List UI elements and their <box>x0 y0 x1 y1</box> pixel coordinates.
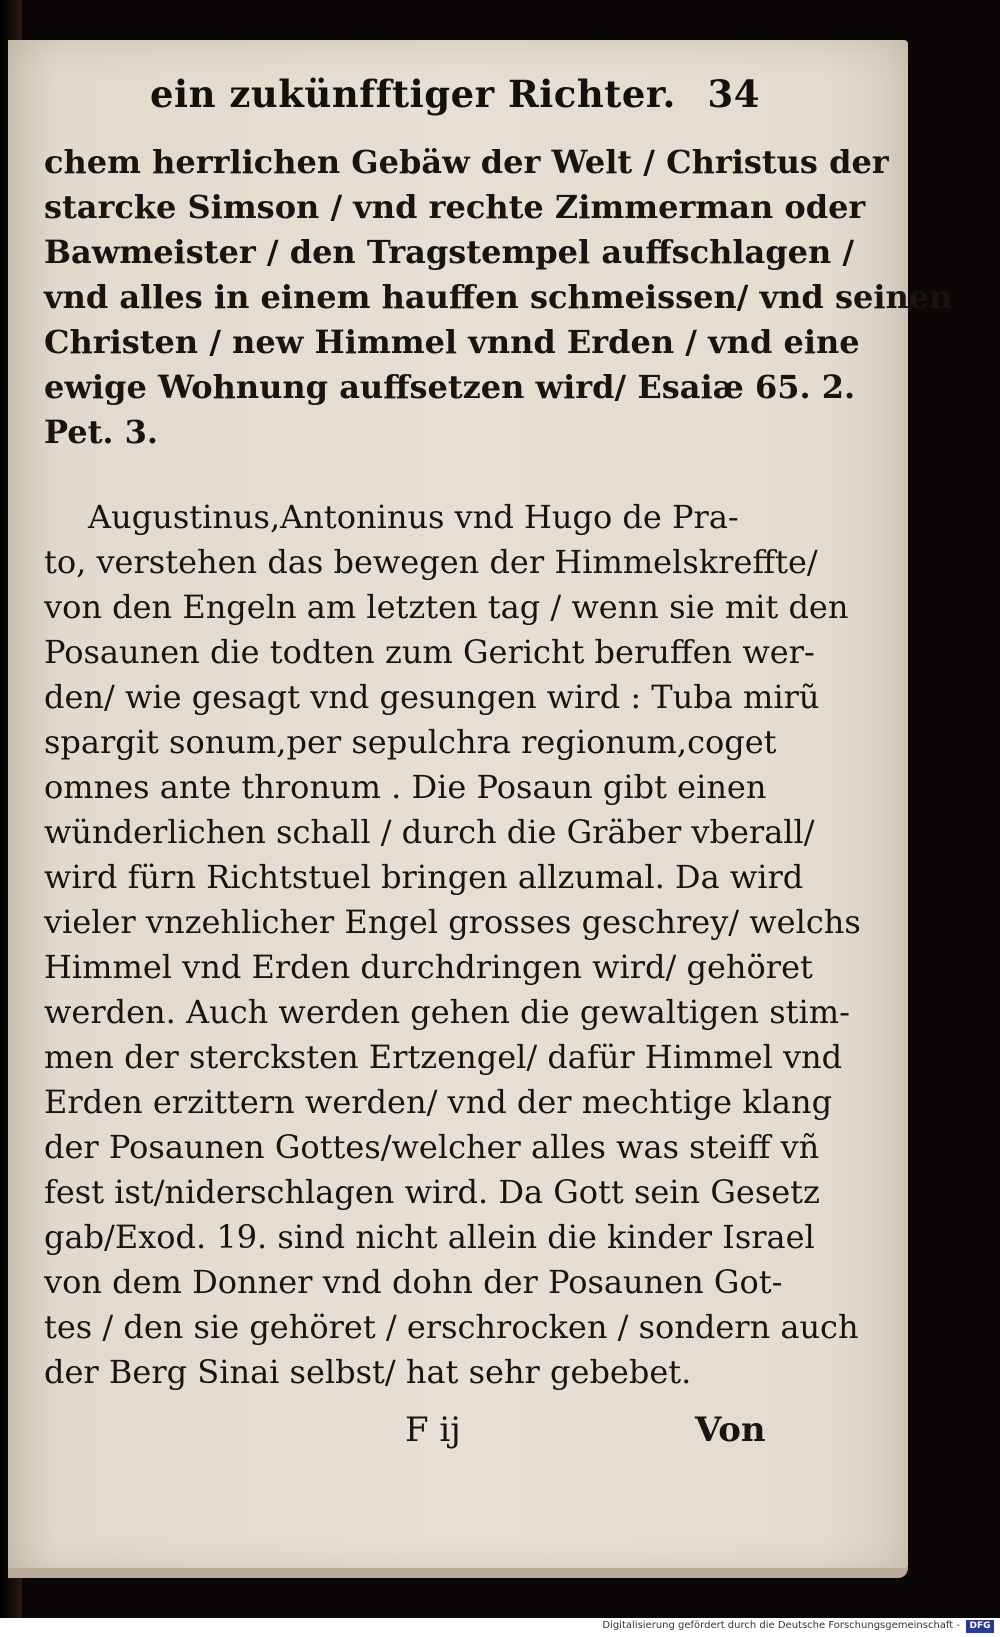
text-line: wünderlichen schall / durch die Gräber vberall/ <box>44 813 815 851</box>
text-line: to, verstehen das bewegen der Himmelskreffte/ <box>44 543 818 581</box>
text-line: tes / den sie gehöret / erschrocken / sondern auch <box>44 1308 859 1346</box>
text-line: vnd alles in einem hauffen schmeissen/ vnd seinen <box>44 278 953 316</box>
text-line: Erden erzittern werden/ vnd der mechtige klang <box>44 1083 833 1121</box>
running-head <box>150 72 760 132</box>
catchword: Von <box>695 1410 766 1450</box>
text-line: Posaunen die todten zum Gericht beruffen wer- <box>44 633 815 671</box>
text-line: wird fürn Richtstuel bringen allzumal. Da wird <box>44 858 804 896</box>
credit-text: Digitalisierung gefördert durch die Deutsche Forschungsgemeinschaft - <box>602 1620 960 1631</box>
text-line: Himmel vnd Erden durchdringen wird/ gehöret <box>44 948 813 986</box>
text-line: der Posaunen Gottes/welcher alles was steiff vñ <box>44 1128 820 1166</box>
text-line: vieler vnzehlicher Engel grosses geschrey/ welchs <box>44 903 861 941</box>
text-line: spargit sonum,per sepulchra regionum,coget <box>44 723 777 761</box>
text-line: fest ist/niderschlagen wird. Da Gott sein Gesetz <box>44 1173 820 1211</box>
text-line: von den Engeln am letzten tag / wenn sie mit den <box>44 588 849 626</box>
paragraph-augustinus <box>44 495 861 1415</box>
text-line: Pet. 3. <box>44 413 159 451</box>
page-bottom-edge <box>8 1568 908 1578</box>
dfg-logo: DFG <box>966 1620 994 1633</box>
text-line: werden. Auch werden gehen die gewaltigen stim- <box>44 993 850 1031</box>
text-line: chem herrlichen Gebäw der Welt / Christus der <box>44 143 889 181</box>
text-line: Christen / new Himmel vnnd Erden / vnd eine <box>44 323 860 361</box>
text-line: Augustinus,Antoninus vnd Hugo de Pra- <box>88 498 739 536</box>
digitization-credit-bar <box>0 1618 1000 1637</box>
paragraph-continued <box>44 140 953 500</box>
signature-mark: F ij <box>405 1410 461 1450</box>
text-line: der Berg Sinai selbst/ hat sehr gebebet. <box>44 1353 692 1391</box>
running-title: ein zukünfftiger Richter. <box>150 72 676 116</box>
text-line: omnes ante thronum . Die Posaun gibt einen <box>44 768 767 806</box>
text-line: starcke Simson / vnd rechte Zimmerman oder <box>44 188 866 226</box>
page-number: 34 <box>707 72 760 116</box>
text-line: men der stercksten Ertzengel/ dafür Himmel vnd <box>44 1038 843 1076</box>
text-line: gab/Exod. 19. sind nicht allein die kinder Israel <box>44 1218 815 1256</box>
text-line: ewige Wohnung auffsetzen wird/ Esaiæ 65. 2. <box>44 368 856 406</box>
text-line: den/ wie gesagt vnd gesungen wird : Tuba mirũ <box>44 678 820 716</box>
text-line: Bawmeister / den Tragstempel auffschlagen / <box>44 233 855 271</box>
text-line: von dem Donner vnd dohn der Posaunen Got- <box>44 1263 783 1301</box>
